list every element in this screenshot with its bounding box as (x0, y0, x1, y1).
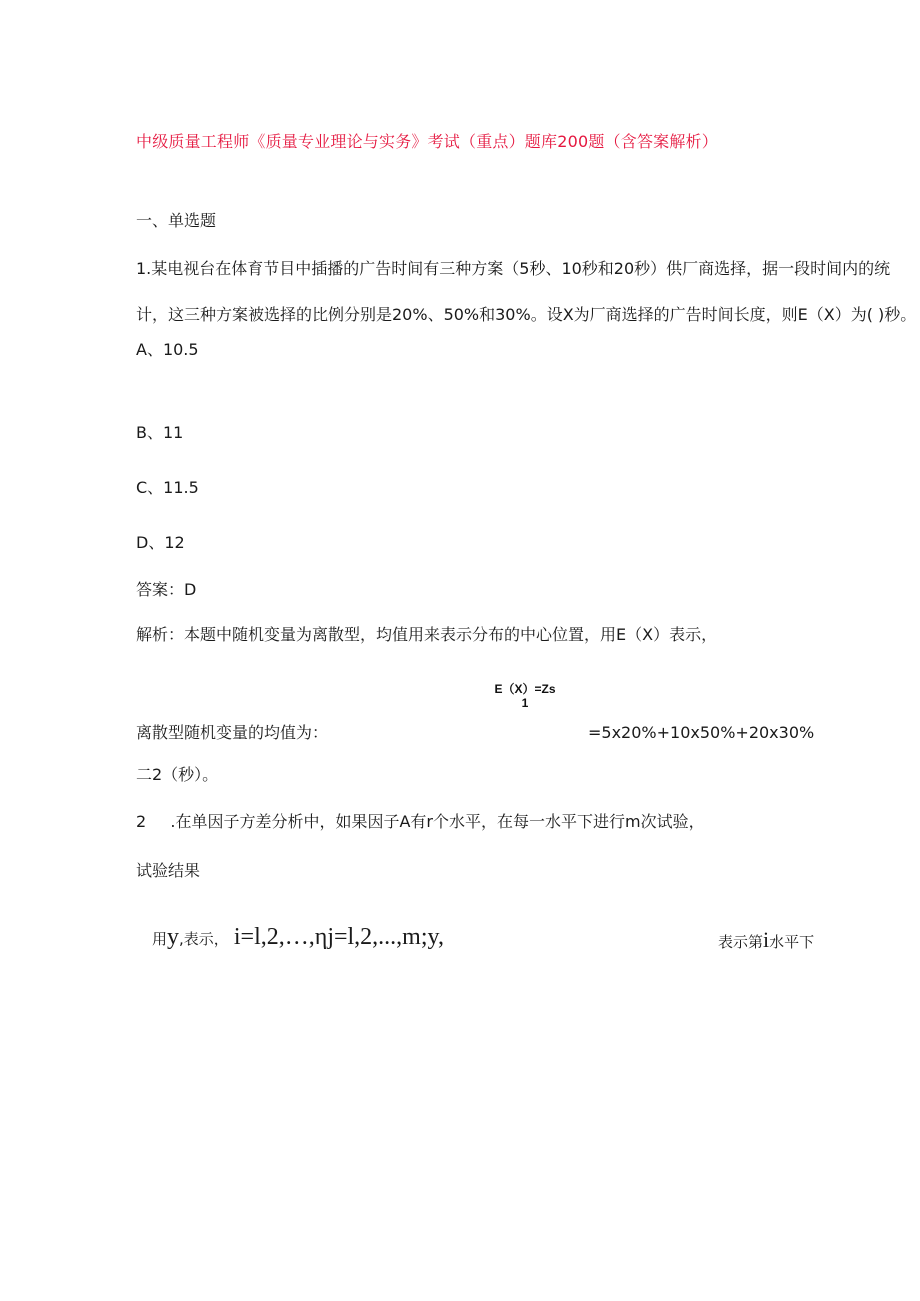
section-heading: 一、单选题 (136, 211, 217, 230)
q2-prefix: 用 (152, 930, 168, 948)
q2-suffix-b: 水平下 (769, 933, 815, 951)
mean-label: 离散型随机变量的均值为： (136, 723, 329, 742)
question-1-line-2: 计，这三种方案被选择的比例分别是20%、50%和30%。设X为厂商选择的广告时间长度，则E（X）为( )秒。 (136, 305, 917, 324)
result-line: 二2（秒）。 (136, 765, 219, 784)
q2-index-formula: i=l,2,…,ηj=l,2,...,m;y, (233, 924, 444, 950)
q2-i-symbol: i (763, 927, 770, 952)
question-1-line-1: 1.某电视台在体育节目中插播的广告时间有三种方案（5秒、10秒和20秒）供厂商选择，据一段时间内的统 (136, 259, 891, 278)
option-d: D、12 (136, 533, 185, 552)
option-b: B、11 (136, 423, 184, 442)
question-2-text: .在单因子方差分析中，如果因子A有r个水平，在每一水平下进行m次试验， (170, 812, 705, 831)
question-2-line-3-right (718, 927, 814, 955)
q2-mid-text: ,表示， (179, 930, 229, 948)
formula-expectation (470, 682, 580, 710)
q2-y-symbol: y (167, 924, 180, 950)
mean-expression: =5x20%+10x50%+20x30% (588, 723, 815, 742)
question-2-line-2: 试验结果 (136, 861, 201, 880)
analysis-line: 解析：本题中随机变量为离散型，均值用来表示分布的中心位置，用E（X）表示， (136, 625, 718, 644)
answer-line: 答案：D (136, 580, 197, 599)
formula-expectation-top: E（X）=Zs (494, 682, 556, 696)
option-a: A、10.5 (136, 340, 199, 359)
document-title: 中级质量工程师《质量专业理论与实务》考试（重点）题库200题（含答案解析） (136, 132, 718, 151)
option-c: C、11.5 (136, 478, 199, 497)
question-2-number: 2 (136, 812, 147, 831)
question-2-line-1 (136, 811, 705, 833)
q2-suffix-a: 表示第 (718, 933, 764, 951)
formula-expectation-sub: 1 (521, 696, 529, 710)
question-2-line-3 (152, 922, 444, 954)
